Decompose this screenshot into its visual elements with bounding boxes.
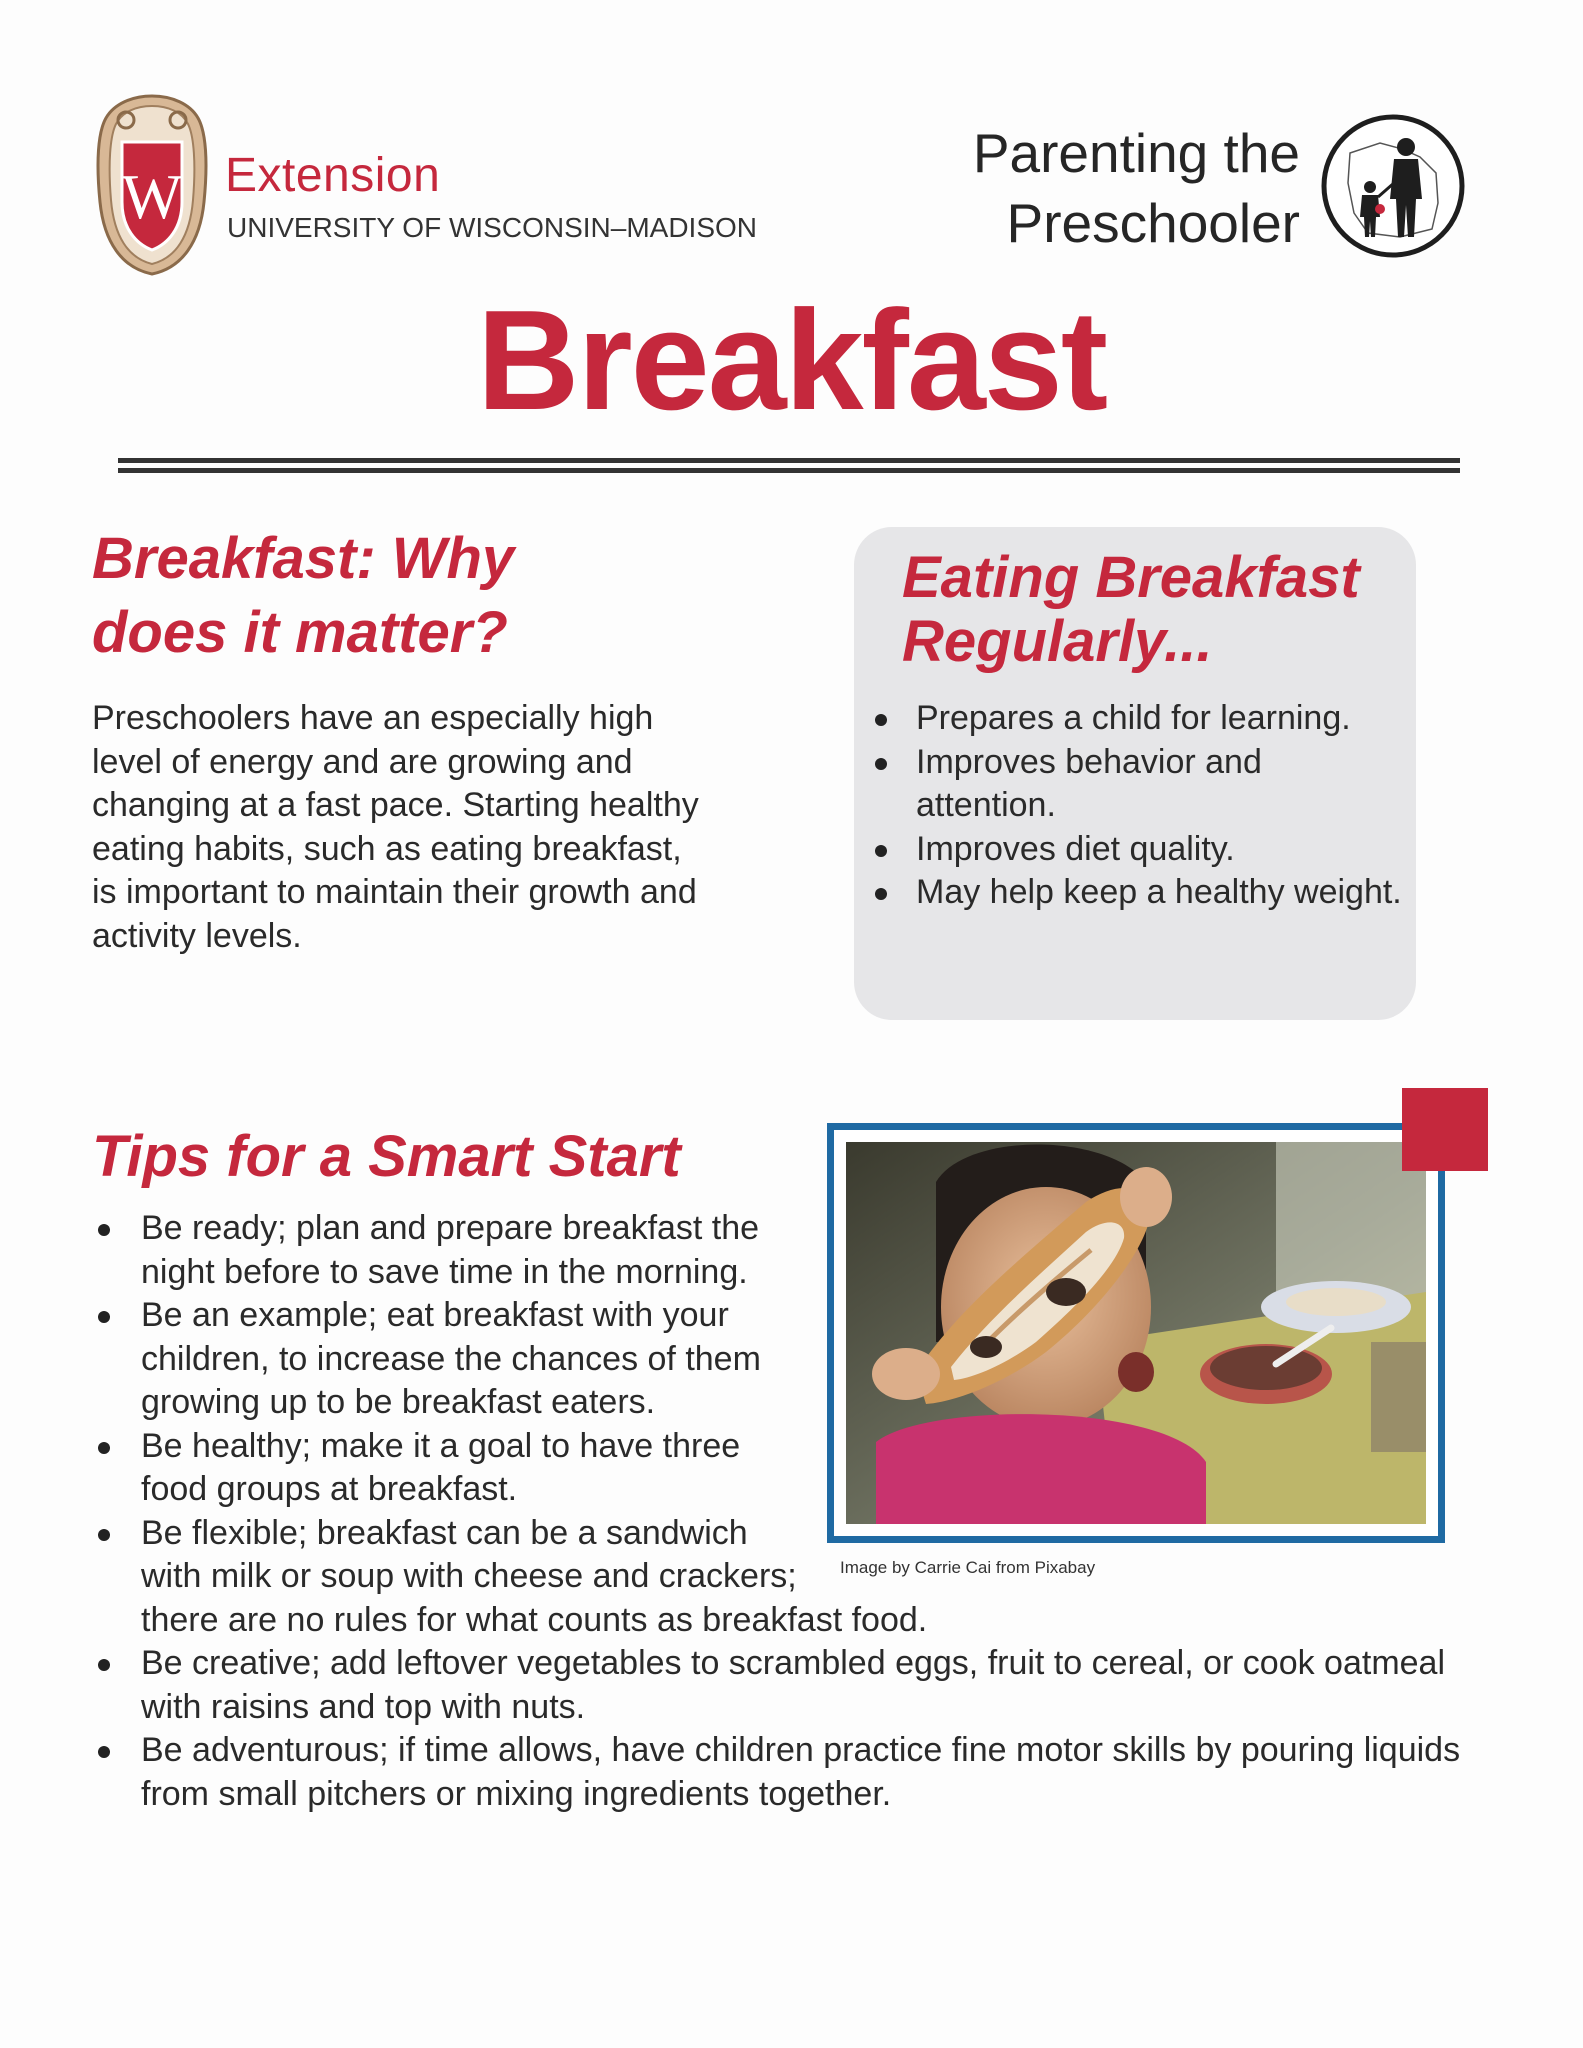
parent-child-wisconsin-icon [1320, 113, 1466, 259]
regularly-heading: Eating Breakfast Regularly... [902, 545, 1360, 674]
series-title-line1: Parenting the [972, 122, 1300, 184]
list-item: Be adventurous; if time allows, have children practice fine motor skills by pouring liquids from small pitchers or mixing ingredients together. [93, 1729, 1483, 1816]
list-item: Improves diet quality. [870, 828, 1410, 872]
photo-credit: Image by Carrie Cai from Pixabay [840, 1558, 1096, 1577]
title-rule-top [118, 458, 1460, 463]
list-item: Be flexible; breakfast can be a sandwich with milk or soup with cheese and crackers; there are no rules for what counts as breakfast food. [93, 1512, 1483, 1643]
university-name: UNIVERSITY OF WISCONSIN–MADISON [227, 212, 757, 243]
regularly-list [870, 697, 1410, 915]
decorative-red-square [1402, 1088, 1488, 1171]
list-item: Be creative; add leftover vegetables to scrambled eggs, fruit to cereal, or cook oatmeal with raisins and top with nuts. [93, 1642, 1483, 1729]
extension-title: Extension [225, 149, 441, 202]
title-rule-bottom [118, 468, 1460, 473]
list-item: Be healthy; make it a goal to have three food groups at breakfast. [93, 1425, 1483, 1512]
uw-crest-logo [92, 92, 212, 278]
series-title [973, 118, 1300, 258]
svg-text:W: W [121, 161, 183, 232]
tips-heading: Tips for a Smart Start [92, 1124, 681, 1189]
list-item: May help keep a healthy weight. [870, 871, 1410, 915]
child-eating-bread-photo [846, 1142, 1426, 1524]
list-item: Be ready; plan and prepare breakfast the night before to save time in the morning. [93, 1207, 1483, 1294]
list-item: Prepares a child for learning. [870, 697, 1410, 741]
why-heading: Breakfast: Why does it matter? [92, 526, 515, 665]
list-item: Be an example; eat breakfast with your children, to increase the chances of them growing up to be breakfast eaters. [93, 1294, 1483, 1425]
why-body: Preschoolers have an especially high level of energy and are growing and changing at a fast pace. Starting healthy eating habits, such as eating breakfast, is important to maintain their growth and activity levels. [92, 699, 699, 955]
list-item: Improves behavior and attention. [870, 741, 1410, 828]
page-title: Breakfast [476, 281, 1107, 440]
series-title-line2: Preschooler [1006, 192, 1300, 254]
